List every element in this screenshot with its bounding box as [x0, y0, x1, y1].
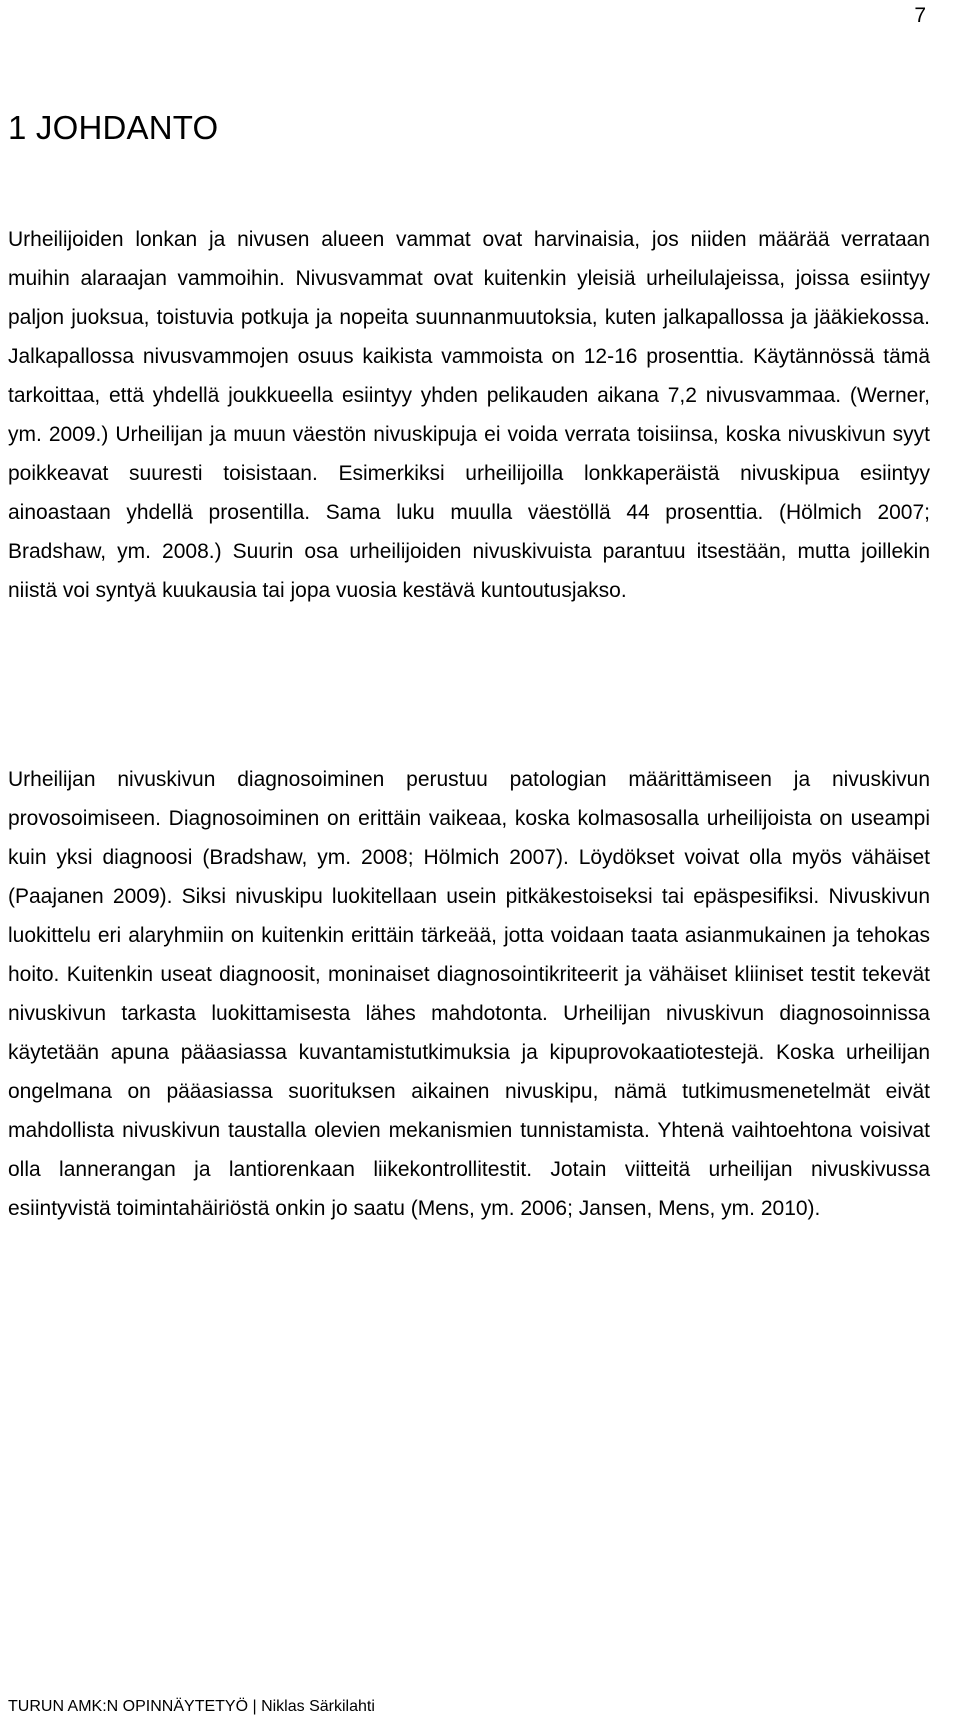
body-paragraph-2: Urheilijan nivuskivun diagnosoiminen perustuu patologian määrittämiseen ja nivuskivun provosoimiseen. Diagnosoiminen on erittäin vaikeaa, koska kolmasosalla urheilijoista on useampi kuin yksi diagnoosi (Bradshaw, ym. 2008; Hölmich 2007). Löydökset voivat olla myös vähäiset (Paajanen 2009). Siksi nivuskipu luokitellaan usein pitkäkestoiseksi tai epäspesifiksi. Nivuskivun luokittelu eri alaryhmiin on kuitenkin erittäin tärkeää, jotta voidaan taata asianmukainen ja tehokas hoito. Kuitenkin useat diagnoosit, moninaiset diagnosointikriteerit ja vähäiset kliiniset testit tekevät nivuskivun tarkasta luokittamisesta lähes mahdotonta. Urheilijan nivuskivun diagnosoinnissa käytetään apuna pääasiassa kuvantamistutkimuksia ja kipuprovokaatiotestejä. Koska urheilijan ongelmana on pääasiassa suorituksen aikainen nivuskipu, nämä tutkimusmenetelmät eivät mahdollista nivuskivun taustalla olevien mekanismien tunnistamista. Yhtenä vaihtoehtona voisivat olla lannerangan ja lantiorenkaan liikekontrollitestit. Jotain viitteitä urheilijan nivuskivussa esiintyvistä toimintahäiriöstä onkin jo saatu (Mens, ym. 2006; Jansen, Mens, ym. 2010). — [8, 768, 930, 1220]
page-number: 7 — [914, 4, 926, 27]
body-paragraph-1: Urheilijoiden lonkan ja nivusen alueen vammat ovat harvinaisia, jos niiden määrää verrataan muihin alaraajan vammoihin. Nivusvammat ovat kuitenkin yleisiä urheilulajeissa, joissa esiintyy paljon juoksua, toistuvia potkuja ja nopeita suunnanmuutoksia, kuten jalkapallossa ja jääkiekossa. Jalkapallossa nivusvammojen osuus kaikista vammoista on 12-16 prosenttia. Käytännössä tämä tarkoittaa, että yhdellä joukkueella esiintyy yhden pelikauden aikana 7,2 nivusvammaa. (Werner, ym. 2009.) Urheilijan ja muun väestön nivuskipuja ei voida verrata toisiinsa, koska nivuskivun syyt poikkeavat suuresti toisistaan. Esimerkiksi urheilijoilla lonkkaperäistä nivuskipua esiintyy ainoastaan yhdellä prosentilla. Sama luku muulla väestöllä 44 prosenttia. (Hölmich 2007; Bradshaw, ym. 2008.) Suurin osa urheilijoiden nivuskivuista parantuu itsestään, mutta joillekin niistä voi syntyä kuukausia tai jopa vuosia kestävä kuntoutusjakso. — [8, 228, 930, 602]
page-footer: TURUN AMK:N OPINNÄYTETYÖ | Niklas Särkilahti — [8, 1698, 375, 1715]
chapter-heading: 1 JOHDANTO — [8, 109, 219, 146]
